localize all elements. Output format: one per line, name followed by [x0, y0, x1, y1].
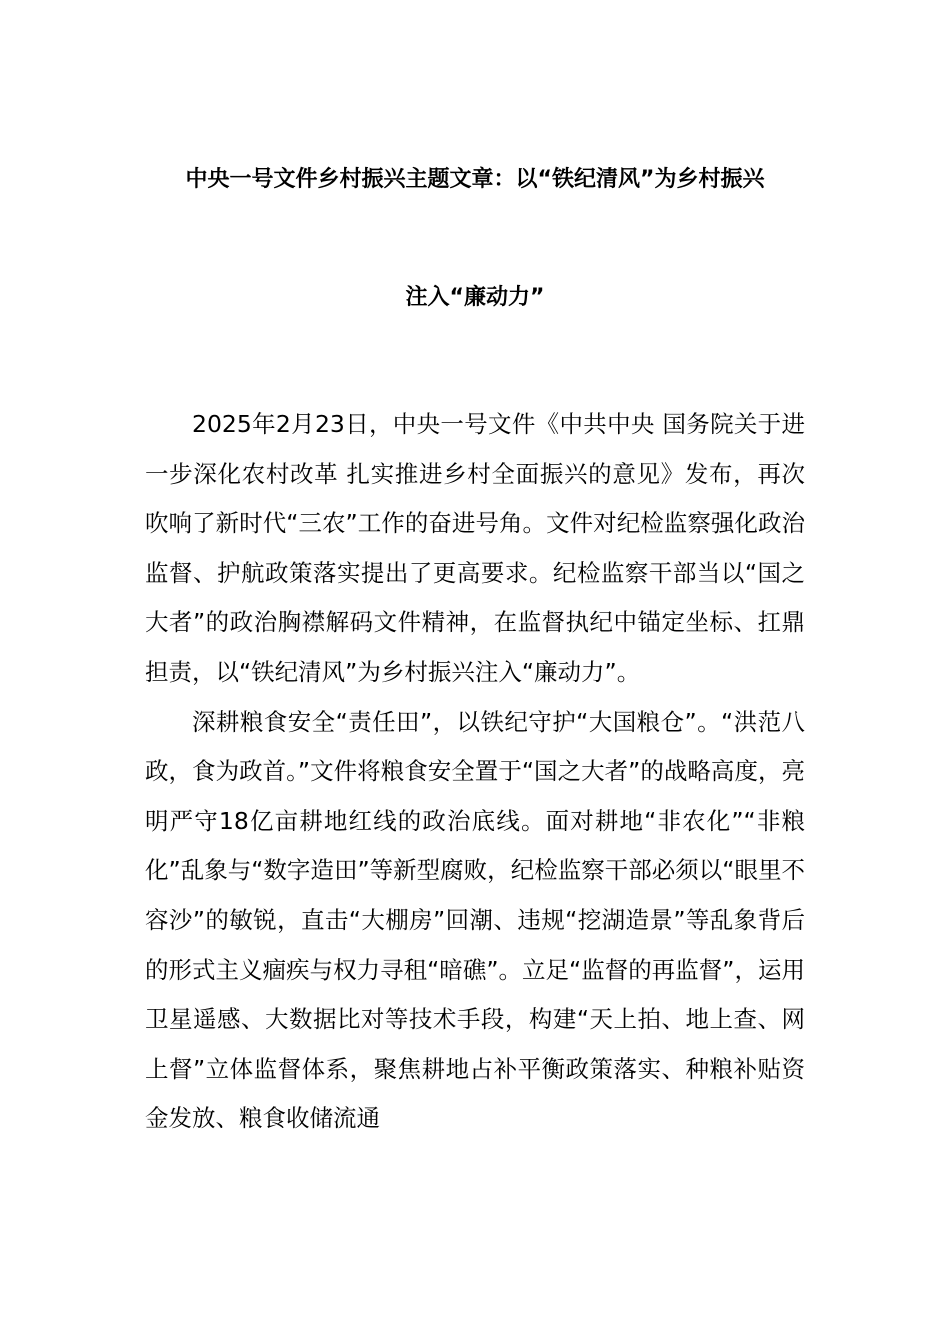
document-title-line-1: 中央一号文件乡村振兴主题文章：以“铁纪清风”为乡村振兴 — [185, 167, 765, 192]
paragraph-1: 2025年2月23日，中央一号文件《中共中央 国务院关于进一步深化农村改革 扎实推进乡村全面振兴的意见》发布，再次吹响了新时代“三农”工作的奋进号角。文件对纪检监察强化政治监督、护航政策落实提出了更高要求。纪检监察干部当以“国之大者”的政治胸襟解码文件精神，在监督执纪中锚定坐标、扛鼎担责，以“铁纪清风”为乡村振兴注入“廉动力”。 — [145, 410, 805, 686]
document-body — [145, 400, 805, 1144]
paragraph-2: 深耕粮食安全“责任田”，以铁纪守护“大国粮仓”。“洪范八政，食为政首。”文件将粮食安全置于“国之大者”的战略高度，亮明严守18亿亩耕地红线的政治底线。面对耕地“非农化”“非粮化”乱象与“数字造田”等新型腐败，纪检监察干部必须以“眼里不容沙”的敏锐，直击“大棚房”回潮、违规“挖湖造景”等乱象背后的形式主义痼疾与权力寻租“暗礁”。立足“监督的再监督”，运用卫星遥感、大数据比对等技术手段，构建“天上拍、地上查、网上督”立体监督体系，聚焦耕地占补平衡政策落实、种粮补贴资金发放、粮食收储流通 — [145, 707, 805, 1133]
document-title-line-2: 注入“廉动力” — [405, 285, 545, 310]
